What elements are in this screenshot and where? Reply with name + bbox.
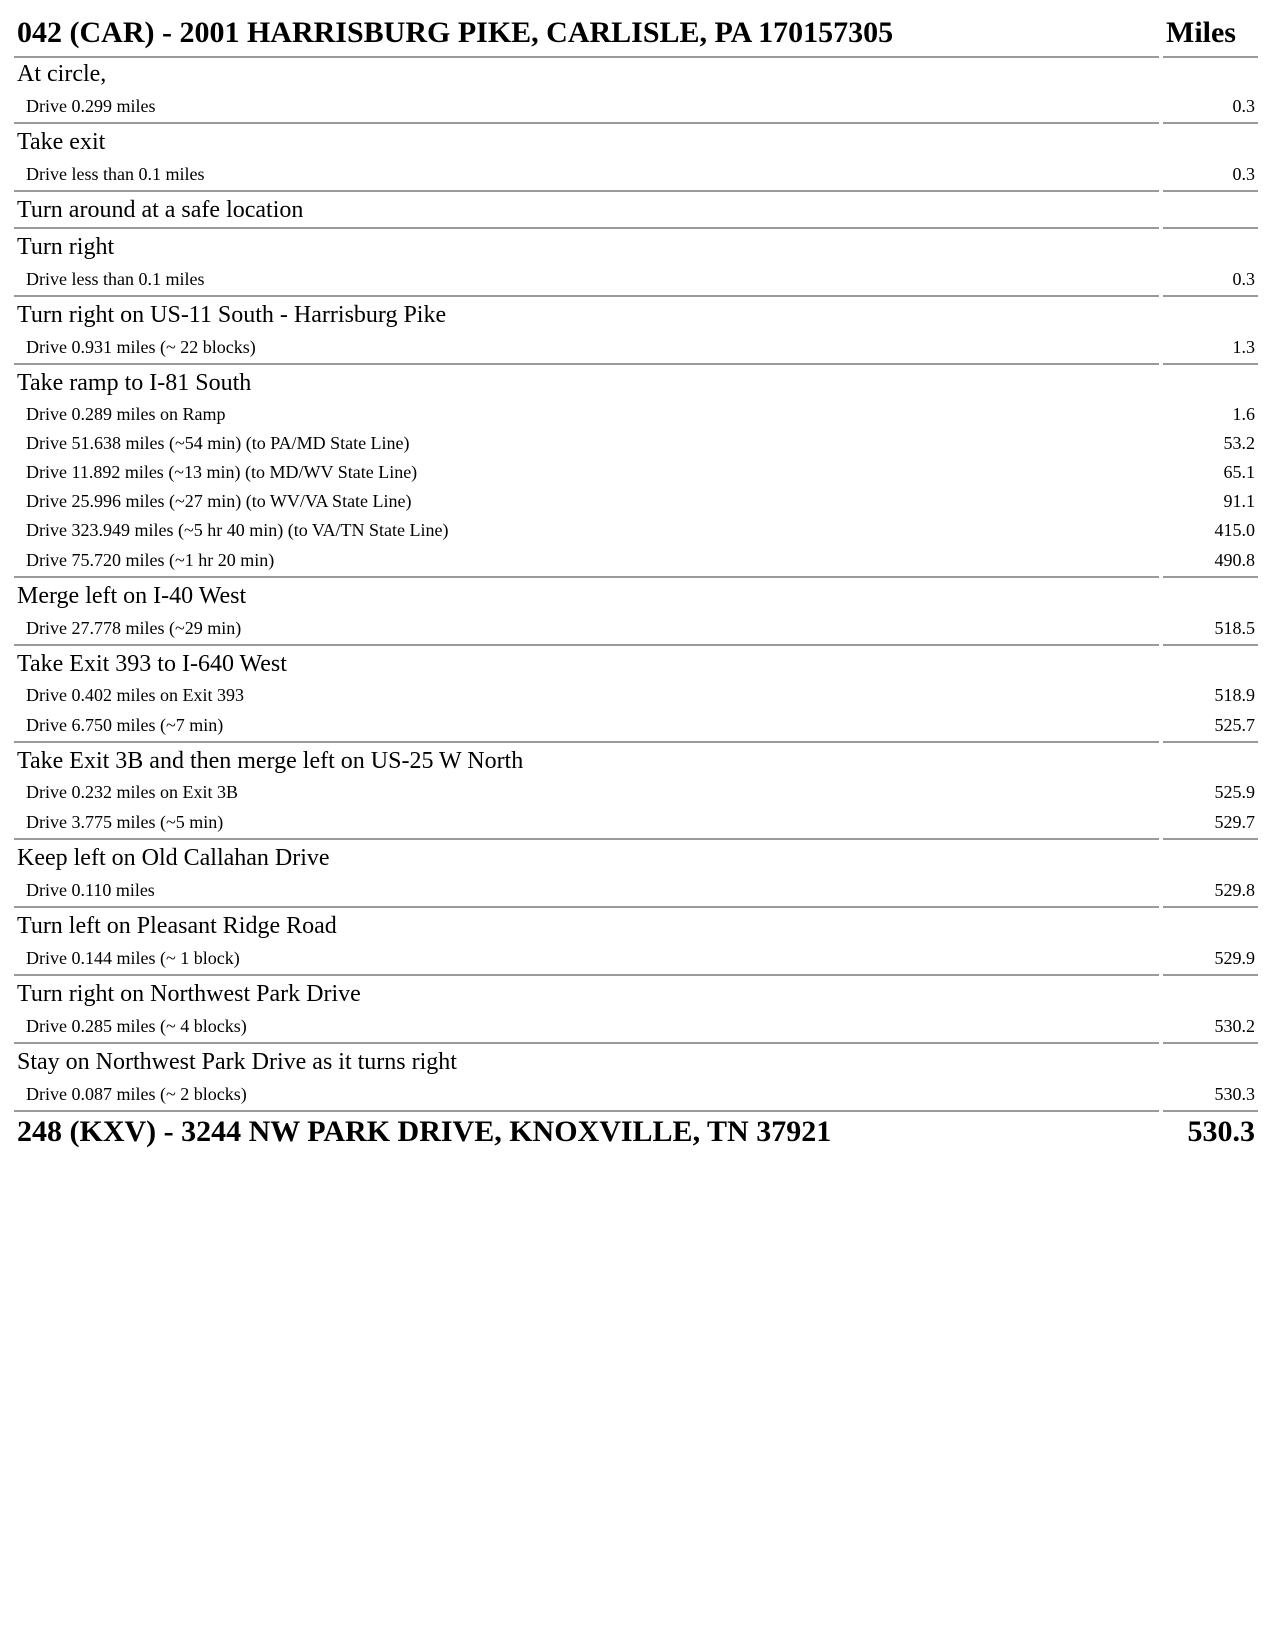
step-row <box>14 578 1258 613</box>
drive-row <box>14 807 1258 840</box>
step-row <box>14 297 1258 332</box>
header-row <box>14 8 1258 58</box>
step-row <box>14 908 1258 943</box>
step-instruction: Take exit <box>17 129 106 155</box>
drive-row <box>14 1011 1258 1044</box>
drive-row <box>14 710 1258 743</box>
drive-row <box>14 875 1258 908</box>
cumulative-miles: 525.7 <box>1163 710 1258 743</box>
step-miles-cell <box>1163 840 1258 875</box>
step-instruction: Turn right on Northwest Park Drive <box>17 981 361 1007</box>
drive-description: Drive 0.402 miles on Exit 393 <box>26 685 244 705</box>
drive-description: Drive 3.775 miles (~5 min) <box>14 807 1159 840</box>
cumulative-miles: 91.1 <box>1223 491 1255 511</box>
drive-row <box>14 1079 1258 1112</box>
step-instruction: Turn around at a safe location <box>14 192 1159 229</box>
drive-row <box>14 458 1258 487</box>
step-instruction: Keep left on Old Callahan Drive <box>17 845 330 871</box>
drive-description: Drive 75.720 miles (~1 hr 20 min) <box>14 545 1159 578</box>
step-miles-cell <box>1163 1044 1258 1079</box>
drive-row <box>14 778 1258 807</box>
step-row <box>14 58 1258 91</box>
step-instruction: Turn left on Pleasant Ridge Road <box>17 913 337 939</box>
step-row <box>14 976 1258 1011</box>
drive-row <box>14 91 1258 124</box>
drive-description: Drive 27.778 miles (~29 min) <box>14 613 1159 646</box>
step-row <box>14 1044 1258 1079</box>
drive-description: Drive 51.638 miles (~54 min) (to PA/MD State Line) <box>26 433 410 453</box>
drive-description: Drive 323.949 miles (~5 hr 40 min) (to VA/TN State Line) <box>26 520 449 540</box>
origin-address: 042 (CAR) - 2001 HARRISBURG PIKE, CARLISLE, PA 170157305 <box>14 8 1159 58</box>
step-row <box>14 646 1258 681</box>
drive-row <box>14 429 1258 458</box>
directions-table <box>10 8 1262 1152</box>
step-instruction: Turn right <box>17 234 115 260</box>
drive-description: Drive 25.996 miles (~27 min) (to WV/VA State Line) <box>26 491 412 511</box>
drive-row <box>14 264 1258 297</box>
cumulative-miles: 53.2 <box>1223 433 1255 453</box>
drive-row <box>14 943 1258 976</box>
cumulative-miles: 525.9 <box>1214 782 1255 802</box>
cumulative-miles: 65.1 <box>1223 462 1255 482</box>
cumulative-miles: 518.5 <box>1163 613 1258 646</box>
drive-row <box>14 613 1258 646</box>
step-instruction: Stay on Northwest Park Drive as it turns right <box>17 1049 457 1075</box>
drive-row <box>14 545 1258 578</box>
step-instruction: Merge left on I-40 West <box>17 583 247 609</box>
step-row <box>14 840 1258 875</box>
cumulative-miles: 530.3 <box>1163 1079 1258 1112</box>
step-miles-cell <box>1163 365 1258 400</box>
drive-row <box>14 159 1258 192</box>
step-miles-cell <box>1163 297 1258 332</box>
drive-description: Drive 0.144 miles (~ 1 block) <box>14 943 1159 976</box>
step-miles-cell <box>1163 58 1258 91</box>
miles-column-header: Miles <box>1163 8 1258 58</box>
cumulative-miles: 0.3 <box>1163 264 1258 297</box>
step-row <box>14 229 1258 264</box>
step-miles-cell <box>1163 229 1258 264</box>
step-miles-cell <box>1163 578 1258 613</box>
route-directions <box>14 8 1264 1152</box>
drive-description: Drive 0.289 miles on Ramp <box>26 404 226 424</box>
step-miles-cell <box>1163 192 1258 229</box>
drive-description: Drive 0.285 miles (~ 4 blocks) <box>14 1011 1159 1044</box>
drive-description: Drive 0.110 miles <box>14 875 1159 908</box>
cumulative-miles: 529.7 <box>1163 807 1258 840</box>
drive-row <box>14 332 1258 365</box>
drive-description: Drive 11.892 miles (~13 min) (to MD/WV State Line) <box>26 462 418 482</box>
cumulative-miles: 415.0 <box>1214 520 1255 540</box>
step-miles-cell <box>1163 743 1258 778</box>
step-miles-cell <box>1163 646 1258 681</box>
drive-description: Drive 0.931 miles (~ 22 blocks) <box>14 332 1159 365</box>
cumulative-miles: 518.9 <box>1214 685 1255 705</box>
cumulative-miles: 1.6 <box>1232 404 1255 424</box>
drive-row <box>14 487 1258 516</box>
step-instruction: Take ramp to I-81 South <box>17 370 252 396</box>
step-row <box>14 192 1258 229</box>
cumulative-miles: 529.8 <box>1163 875 1258 908</box>
drive-description: Drive 0.087 miles (~ 2 blocks) <box>14 1079 1159 1112</box>
destination-address: 248 (KXV) - 3244 NW PARK DRIVE, KNOXVILLE, TN 37921 <box>17 1115 832 1148</box>
cumulative-miles: 0.3 <box>1163 159 1258 192</box>
drive-row <box>14 681 1258 710</box>
total-miles: 530.3 <box>1187 1115 1255 1148</box>
step-miles-cell <box>1163 976 1258 1011</box>
step-row <box>14 743 1258 778</box>
step-miles-cell <box>1163 908 1258 943</box>
drive-description: Drive 0.299 miles <box>14 91 1159 124</box>
drive-row <box>14 516 1258 545</box>
step-row <box>14 124 1258 159</box>
directions-body <box>14 8 1258 1152</box>
drive-description: Drive less than 0.1 miles <box>14 159 1159 192</box>
cumulative-miles: 0.3 <box>1163 91 1258 124</box>
cumulative-miles: 529.9 <box>1163 943 1258 976</box>
step-miles-cell <box>1163 124 1258 159</box>
step-instruction: Take Exit 3B and then merge left on US-25 W North <box>17 748 524 774</box>
cumulative-miles: 1.3 <box>1163 332 1258 365</box>
step-instruction: Take Exit 393 to I-640 West <box>17 651 287 677</box>
drive-description: Drive less than 0.1 miles <box>14 264 1159 297</box>
step-row <box>14 365 1258 400</box>
drive-description: Drive 6.750 miles (~7 min) <box>14 710 1159 743</box>
step-instruction: At circle, <box>17 61 107 87</box>
cumulative-miles: 490.8 <box>1163 545 1258 578</box>
drive-row <box>14 400 1258 429</box>
step-instruction: Turn right on US-11 South - Harrisburg Pike <box>17 302 447 328</box>
footer-row <box>14 1112 1258 1152</box>
drive-description: Drive 0.232 miles on Exit 3B <box>26 782 238 802</box>
cumulative-miles: 530.2 <box>1163 1011 1258 1044</box>
